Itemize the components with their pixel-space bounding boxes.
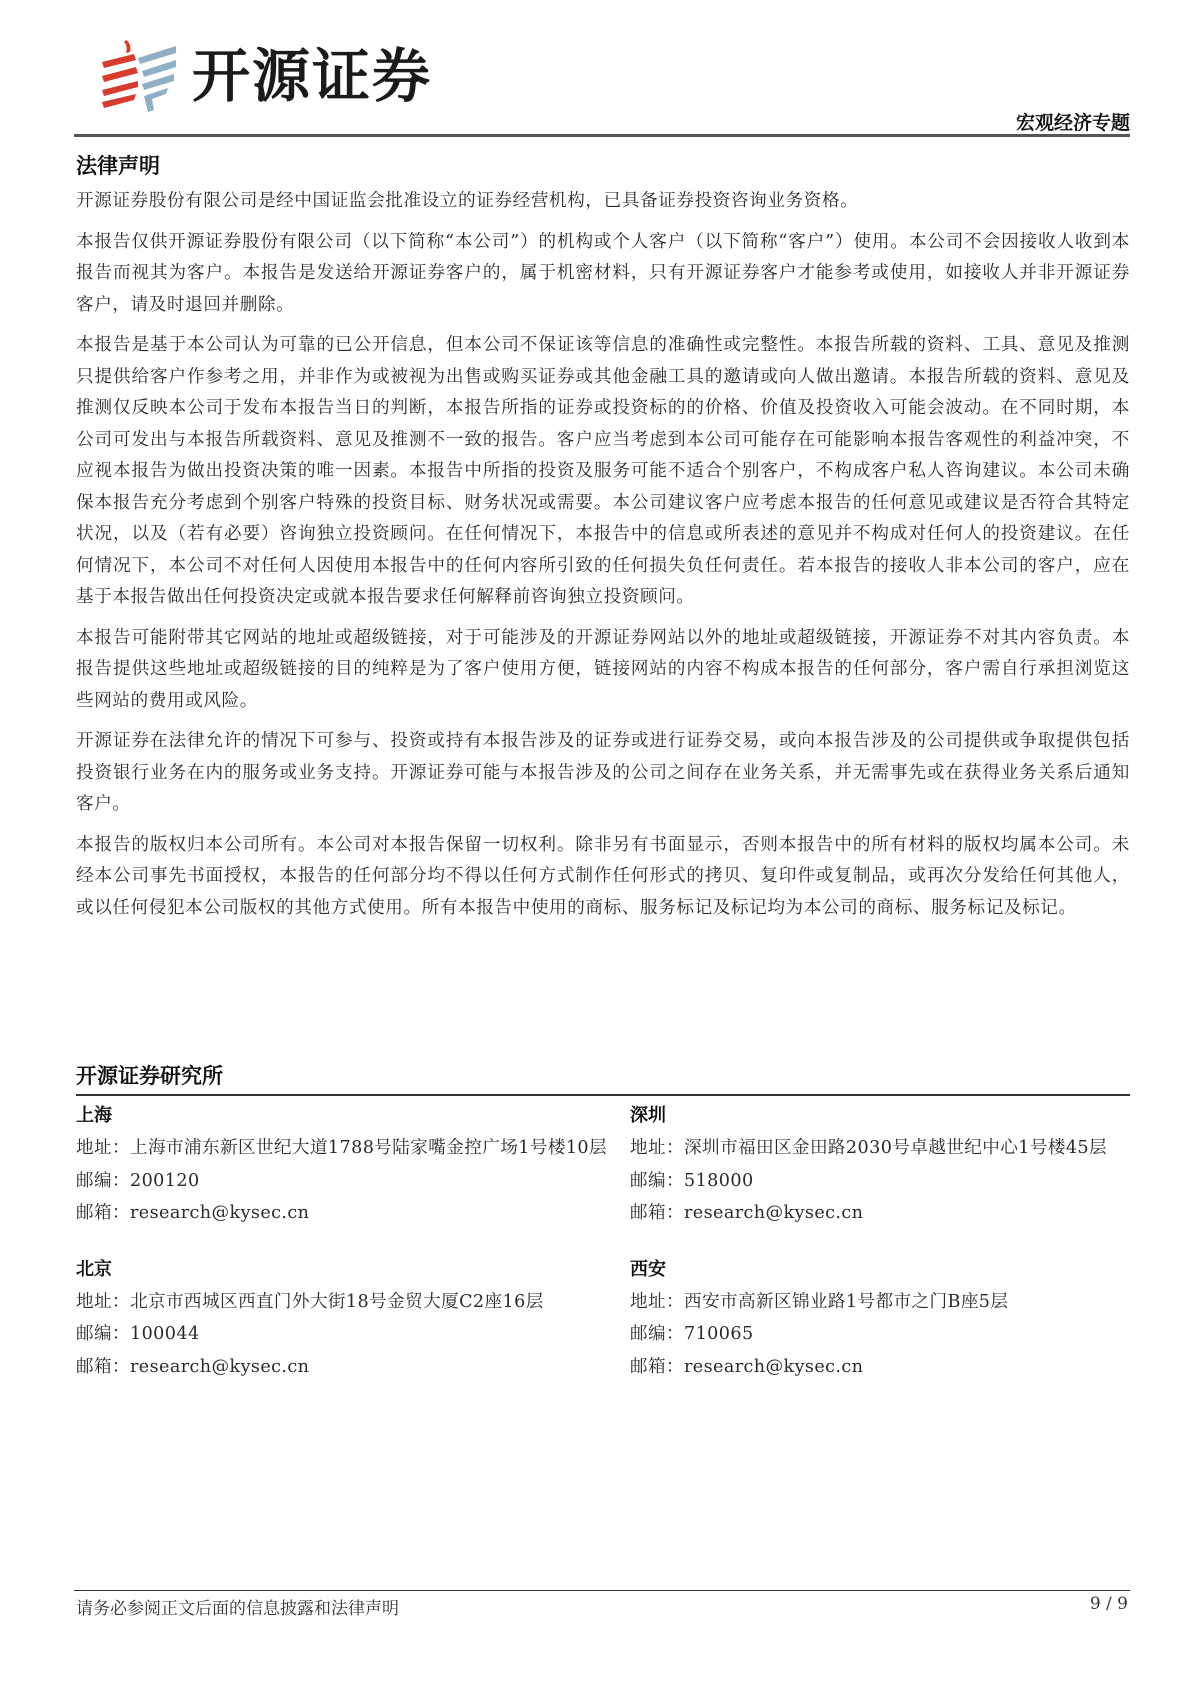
office-postcode: 邮编：518000 — [630, 1170, 754, 1191]
office-email[interactable]: 邮箱：research@kysec.cn — [76, 1203, 310, 1223]
research-institute-section — [76, 1060, 1130, 1383]
office-postcode: 邮编：100044 — [76, 1324, 200, 1344]
office-postcode: 邮编：710065 — [630, 1324, 754, 1344]
institute-title: 开源证券研究所 — [76, 1060, 1130, 1096]
office-shanghai — [76, 1100, 630, 1230]
office-postcode: 邮编：200120 — [76, 1170, 200, 1191]
office-shenzhen — [630, 1100, 1130, 1230]
legal-title: 法律声明 — [76, 154, 160, 178]
office-city: 上海 — [76, 1105, 112, 1126]
page-number: 9 / 9 — [1089, 1594, 1128, 1614]
office-beijing — [76, 1254, 630, 1384]
office-city: 深圳 — [630, 1105, 666, 1126]
company-logo — [98, 36, 432, 116]
legal-paragraph: 开源证券在法律允许的情况下可参与、投资或持有本报告涉及的证券或进行证券交易，或向本报告涉及的公司提供或争取提供包括投资银行业务在内的服务或业务支持。开源证券可能与本报告涉及的公司之间存在业务关系，并无需事先或在获得业务关系后通知客户。 — [76, 731, 1130, 814]
legal-paragraph: 本报告是基于本公司认为可靠的已公开信息，但本公司不保证该等信息的准确性或完整性。本报告所载的资料、工具、意见及推测只提供给客户作参考之用，并非作为或被视为出售或购买证券或其他金融工具的邀请或向人做出邀请。本报告所载的资料、意见及推测仅反映本公司于发布本报告当日的判断，本报告所指的证券或投资标的的价格、价值及投资收入可能会波动。在不同时期，本公司可发出与本报告所载资料、意见及推测不一致的报告。客户应当考虑到本公司可能存在可能影响本报告客观性的利益冲突，不应视本报告为做出投资决策的唯一因素。本报告中所指的投资及服务可能不适合个别客户，不构成客户私人咨询建议。本公司未确保本报告充分考虑到个别客户特殊的投资目标、财务状况或需要。本公司建议客户应考虑本报告的任何意见或建议是否符合其特定状况，以及（若有必要）咨询独立投资顾问。在任何情况下，本报告中的信息或所表述的意见并不构成对任何人的投资建议。在任何情况下，本公司不对任何人因使用本报告中的任何内容所引致的任何损失负任何责任。若本报告的接收人非本公司的客户，应在基于本报告做出任何投资决定或就本报告要求任何解释前咨询独立投资顾问。 — [76, 335, 1130, 607]
legal-paragraph: 本报告可能附带其它网站的地址或超级链接，对于可能涉及的开源证券网站以外的地址或超级链接，开源证券不对其内容负责。本报告提供这些地址或超级链接的目的纯粹是为了客户使用方便，链接网站的内容不构成本报告的任何部分，客户需自行承担浏览这些网站的费用或风险。 — [76, 627, 1130, 711]
office-city: 北京 — [76, 1258, 112, 1280]
report-type-label: 宏观经济专题 — [1015, 112, 1130, 134]
office-email[interactable]: 邮箱：research@kysec.cn — [76, 1356, 310, 1377]
header-divider — [74, 134, 1130, 137]
office-email[interactable]: 邮箱：research@kysec.cn — [630, 1203, 864, 1223]
page-footer — [76, 1594, 1128, 1619]
legal-paragraph: 本报告的版权归本公司所有。本公司对本报告保留一切权利。除非另有书面显示，否则本报告中的所有材料的版权均属本公司。未经本公司事先书面授权，本报告的任何部分均不得以任何方式制作任何形式的拷贝、复印件或复制品，或再次分发给任何其他人，或以任何侵犯本公司版权的其他方式使用。所有本报告中使用的商标、服务标记及标记均为本公司的商标、服务标记及标记。 — [76, 834, 1130, 918]
brand-name: 开源证券 — [192, 42, 433, 110]
footer-note: 请务必参阅正文后面的信息披露和法律声明 — [76, 1599, 399, 1619]
legal-paragraph: 开源证券股份有限公司是经中国证监会批准设立的证券经营机构，已具备证券投资咨询业务资格。 — [76, 191, 859, 211]
logo-mark-icon — [98, 36, 180, 116]
office-address: 地址：北京市西城区西直门外大街18号金贸大厦C2座16层 — [76, 1291, 544, 1312]
office-city: 西安 — [630, 1258, 666, 1280]
office-email[interactable]: 邮箱：research@kysec.cn — [630, 1356, 864, 1377]
legal-paragraph: 本报告仅供开源证券股份有限公司（以下简称“本公司”）的机构或个人客户（以下简称“客户”）使用。本公司不会因接收人收到本报告而视其为客户。本报告是发送给开源证券客户的，属于机密材料，只有开源证券客户才能参考或使用，如接收人并非开源证券客户，请及时退回并删除。 — [76, 231, 1130, 315]
legal-statement-section — [76, 150, 1130, 933]
office-address: 地址：深圳市福田区金田路2030号卓越世纪中心1号楼45层 — [630, 1138, 1108, 1158]
office-address: 地址：上海市浦东新区世纪大道1788号陆家嘴金控广场1号楼10层 — [76, 1138, 608, 1158]
office-address: 地址：西安市高新区锦业路1号都市之门B座5层 — [630, 1291, 1009, 1312]
footer-divider — [74, 1590, 1130, 1591]
office-xian — [630, 1254, 1130, 1384]
